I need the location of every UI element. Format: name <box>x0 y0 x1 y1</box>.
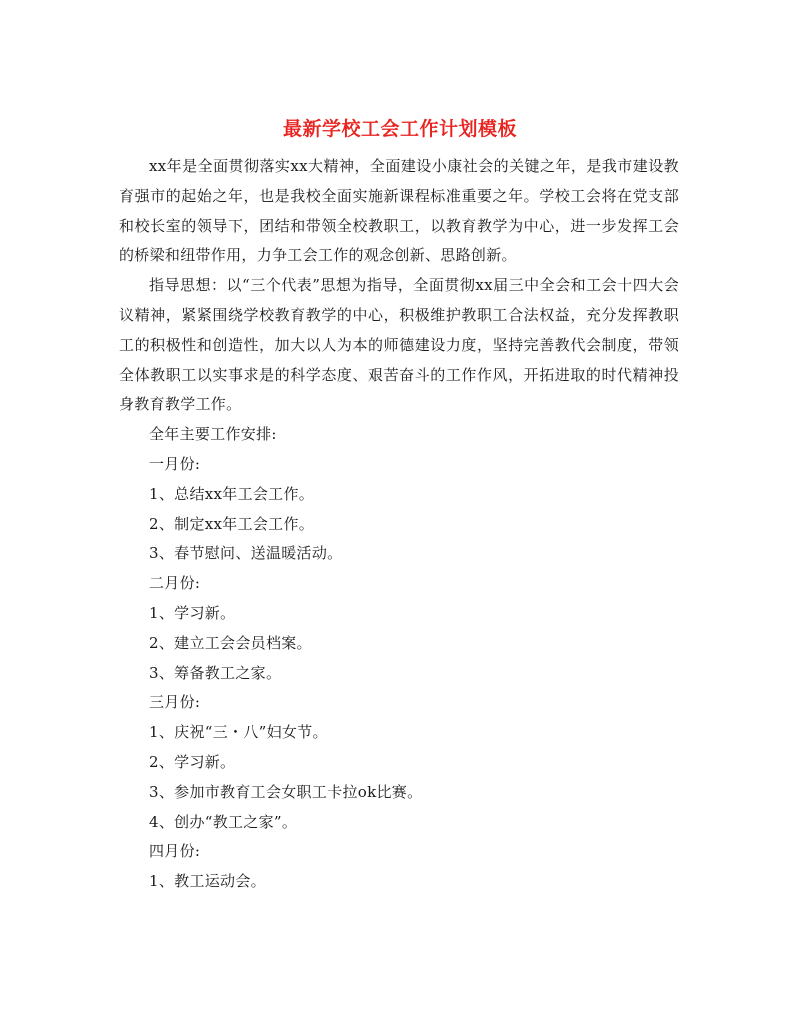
list-item: 3、筹备教工之家。 <box>149 663 282 682</box>
document-title: 最新学校工会工作计划模板 <box>282 118 517 140</box>
list-item: 1、庆祝“三・八”妇女节。 <box>149 723 328 742</box>
list-item: 4、创办“教工之家”。 <box>149 812 298 831</box>
document-body <box>119 152 679 897</box>
list-item: 1、总结xx年工会工作。 <box>149 484 315 503</box>
list-item: 2、建立工会会员档案。 <box>149 633 312 652</box>
plan-heading: 全年主要工作安排: <box>149 425 277 444</box>
month-heading-january: 一月份: <box>149 454 201 473</box>
list-item: 1、教工运动会。 <box>149 872 266 891</box>
month-heading-april: 四月份: <box>149 842 201 861</box>
list-item: 2、制定xx年工会工作。 <box>149 514 315 533</box>
list-item: 3、春节慰问、送温暖活动。 <box>149 544 343 563</box>
guiding-ideology-paragraph: 指导思想：以“三个代表”思想为指导，全面贯彻xx届三中全会和工会十四大会议精神，紧紧围绕学校教育教学的中心，积极维护教职工合法权益，充分发挥教职工的积极性和创造性，加大以人为本的师德建设力度，坚持完善教代会制度，带领全体教职工以实事求是的科学态度、艰苦奋斗的工作作风，开拓进取的时代精神投身教育教学工作。 <box>119 276 679 414</box>
month-heading-march: 三月份: <box>149 693 201 712</box>
list-item: 3、参加市教育工会女职工卡拉ok比赛。 <box>149 782 423 801</box>
month-heading-february: 二月份: <box>149 574 201 593</box>
list-item: 2、学习新。 <box>149 752 236 771</box>
intro-paragraph: xx年是全面贯彻落实xx大精神，全面建设小康社会的关键之年，是我市建设教育强市的起始之年，也是我校全面实施新课程标准重要之年。学校工会将在党支部和校长室的领导下，团结和带领全校教职工，以教育教学为中心，进一步发挥工会的桥梁和纽带作用，力争工会工作的观念创新、思路创新。 <box>119 157 679 265</box>
list-item: 1、学习新。 <box>149 603 236 622</box>
